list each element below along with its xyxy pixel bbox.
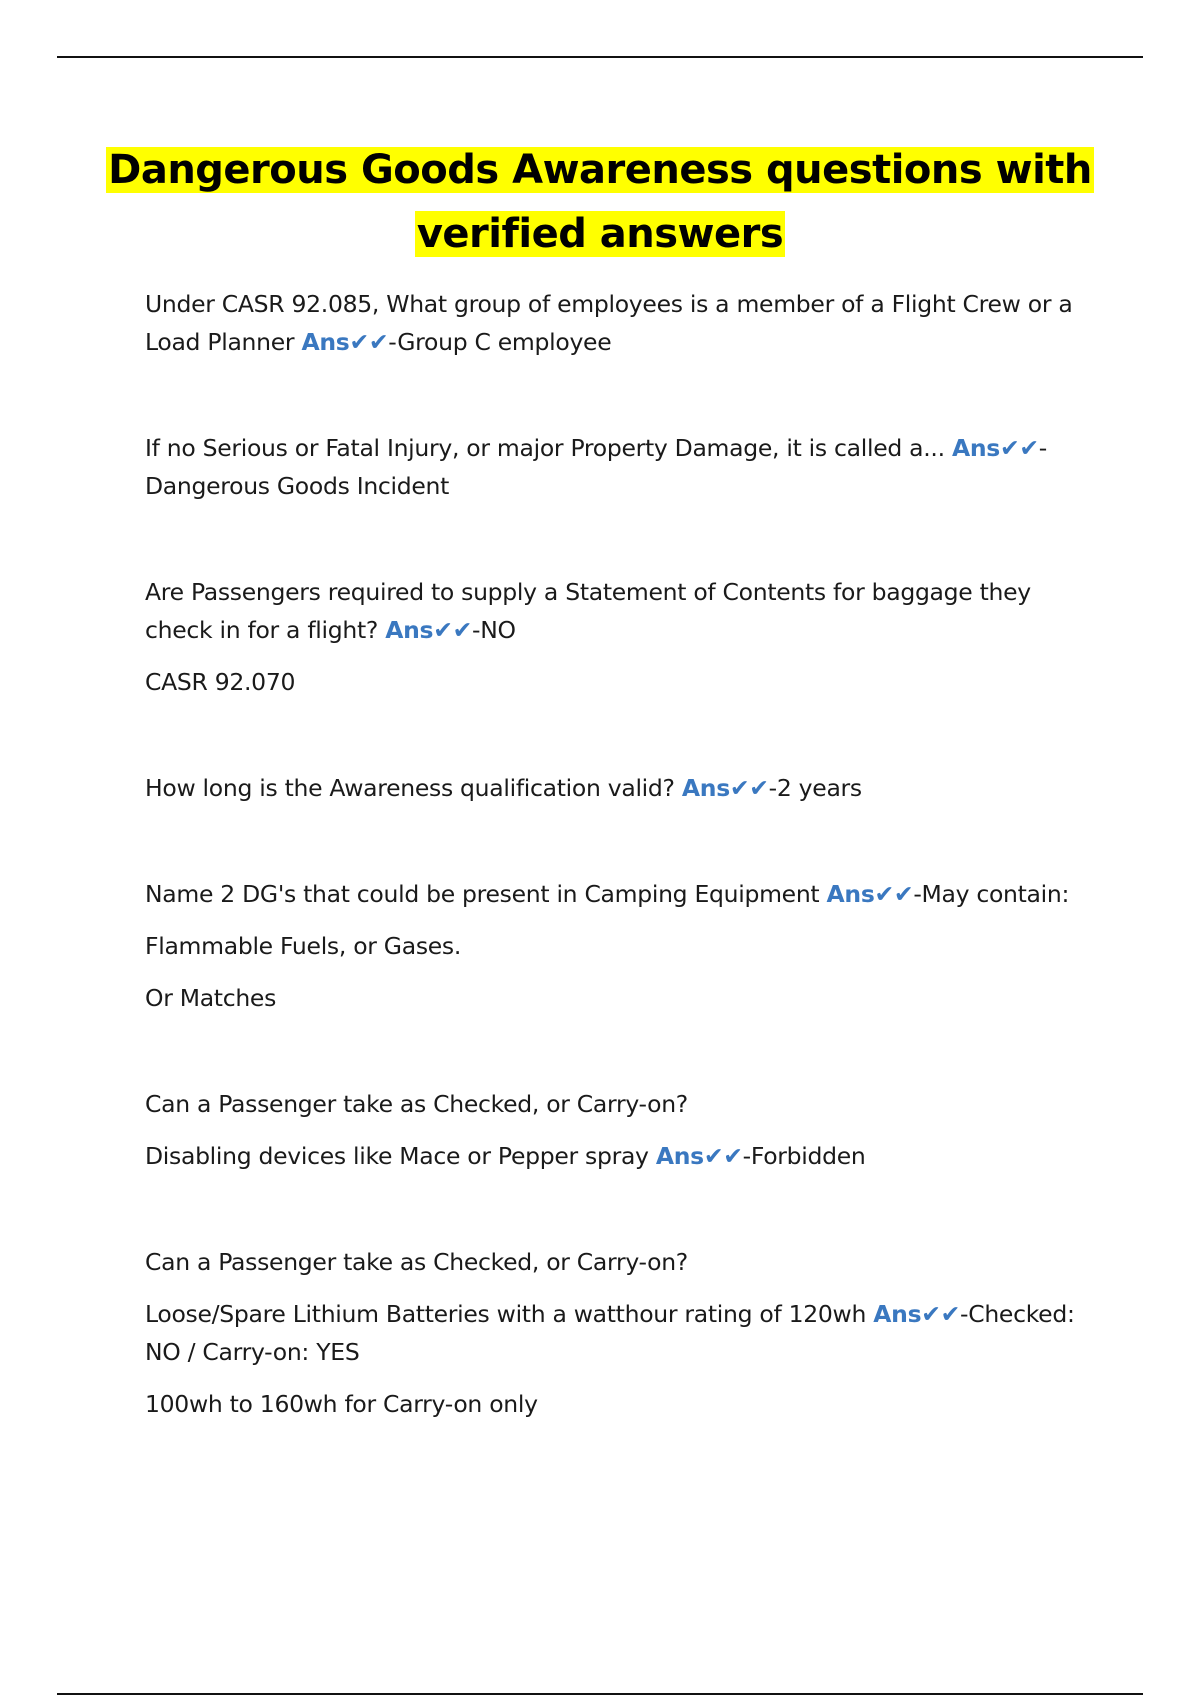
answer-text: -Dangerous Goods Incident bbox=[145, 434, 1047, 500]
answer-marker: Ans✔✔ bbox=[655, 1142, 743, 1170]
answer-marker: Ans✔✔ bbox=[873, 1300, 961, 1328]
title-line-2: verified answers bbox=[416, 211, 784, 257]
qa-item bbox=[145, 429, 1085, 505]
footer-rule bbox=[57, 1693, 1143, 1695]
answer-text: -NO bbox=[472, 616, 516, 644]
answer-text: -2 years bbox=[768, 774, 862, 802]
qa-line bbox=[145, 285, 1085, 361]
question-text: Loose/Spare Lithium Batteries with a watthour rating of 120wh bbox=[145, 1300, 867, 1328]
note-text: Or Matches bbox=[145, 984, 277, 1012]
answer-marker: Ans✔✔ bbox=[385, 616, 473, 644]
answer-text: -Forbidden bbox=[742, 1142, 866, 1170]
qa-list bbox=[145, 285, 1085, 1423]
question-text: Can a Passenger take as Checked, or Carry-on? bbox=[145, 1090, 688, 1118]
answer-marker: Ans✔✔ bbox=[951, 434, 1039, 462]
qa-item bbox=[145, 769, 1085, 807]
question-text: If no Serious or Fatal Injury, or major Property Damage, it is called a... bbox=[145, 434, 945, 462]
qa-line bbox=[145, 875, 1085, 913]
title-line-1: Dangerous Goods Awareness questions with bbox=[108, 147, 1092, 193]
document-title bbox=[100, 138, 1100, 266]
qa-item bbox=[145, 573, 1085, 701]
note-text: CASR 92.070 bbox=[145, 668, 296, 696]
question-text: Under CASR 92.085, What group of employees is a member of a Flight Crew or a Load Planner bbox=[145, 290, 1073, 356]
qa-item bbox=[145, 285, 1085, 361]
header-rule bbox=[57, 56, 1143, 58]
answer-text: -Checked: NO / Carry-on: YES bbox=[145, 1300, 1075, 1366]
answer-marker: Ans✔✔ bbox=[681, 774, 769, 802]
qa-item bbox=[145, 1243, 1085, 1423]
note-text: 100wh to 160wh for Carry-on only bbox=[145, 1390, 538, 1418]
qa-item bbox=[145, 1085, 1085, 1175]
question-text: How long is the Awareness qualification valid? bbox=[145, 774, 675, 802]
question-text: Are Passengers required to supply a Statement of Contents for baggage they check in for a flight? bbox=[145, 578, 1031, 644]
qa-line bbox=[145, 1295, 1085, 1371]
answer-text: -May contain: bbox=[913, 880, 1070, 908]
qa-line bbox=[145, 1137, 1085, 1175]
qa-item bbox=[145, 875, 1085, 1017]
question-text: Disabling devices like Mace or Pepper spray bbox=[145, 1142, 649, 1170]
note-text: Flammable Fuels, or Gases. bbox=[145, 932, 462, 960]
answer-marker: Ans✔✔ bbox=[301, 328, 389, 356]
answer-marker: Ans✔✔ bbox=[826, 880, 914, 908]
question-text: Can a Passenger take as Checked, or Carry-on? bbox=[145, 1248, 688, 1276]
qa-line bbox=[145, 573, 1085, 649]
answer-text: -Group C employee bbox=[388, 328, 612, 356]
qa-line bbox=[145, 769, 1085, 807]
qa-line bbox=[145, 429, 1085, 505]
question-text: Name 2 DG's that could be present in Camping Equipment bbox=[145, 880, 820, 908]
